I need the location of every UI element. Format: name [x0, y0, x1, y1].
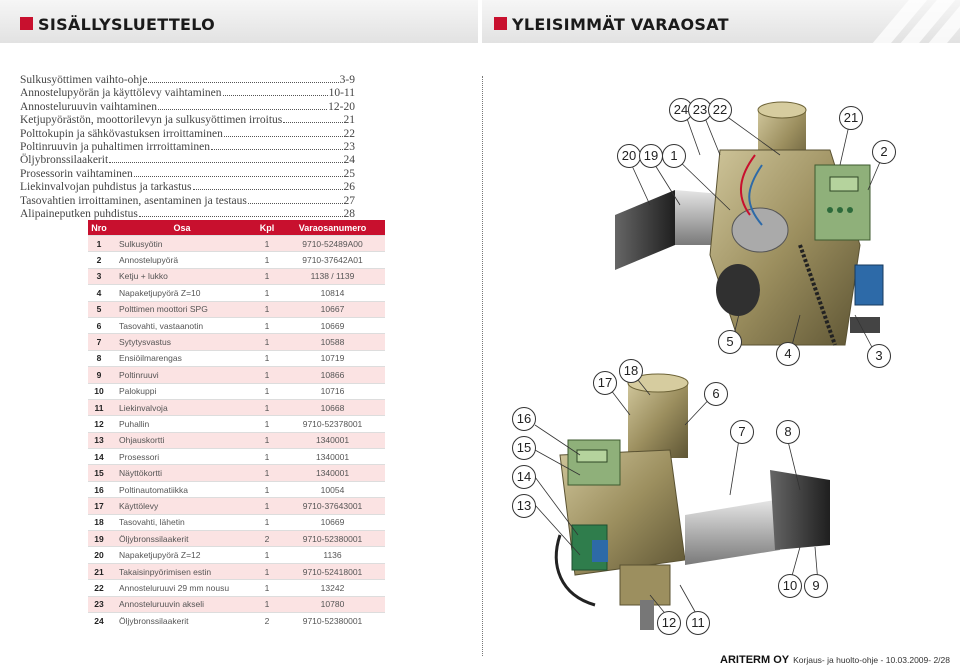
cell-osa: Annosteluruuvin akseli [110, 596, 254, 612]
table-row [88, 350, 385, 366]
cell-kpl: 1 [254, 268, 280, 284]
cell-varaosanumero: 9710-52378001 [280, 416, 385, 432]
table-row [88, 285, 385, 301]
toc-item[interactable]: Liekinvalvojan puhdistus ja tarkastus 26 [20, 181, 355, 194]
parts-table-body [88, 236, 385, 629]
table-row [88, 449, 385, 465]
cell-kpl: 1 [254, 580, 280, 596]
cell-nro: 17 [88, 498, 110, 514]
callout-number: 18 [619, 359, 643, 383]
cell-osa: Annosteluruuvi 29 mm nousu [110, 580, 254, 596]
cell-kpl: 1 [254, 317, 280, 333]
cell-osa: Öljybronssilaakerit [110, 612, 254, 628]
red-square-icon [20, 17, 33, 30]
table-row [88, 547, 385, 563]
cell-osa: Ketju + lukko [110, 268, 254, 284]
cell-osa: Takaisinpyörimisen estin [110, 563, 254, 579]
cell-nro: 6 [88, 317, 110, 333]
cell-varaosanumero: 1340001 [280, 449, 385, 465]
callout-number: 11 [686, 611, 710, 635]
cell-varaosanumero: 10716 [280, 383, 385, 399]
cell-kpl: 1 [254, 498, 280, 514]
table-row [88, 367, 385, 383]
cell-varaosanumero: 9710-52489A00 [280, 236, 385, 252]
cell-nro: 11 [88, 399, 110, 415]
callout-number: 14 [512, 465, 536, 489]
callout-number: 16 [512, 407, 536, 431]
cell-kpl: 1 [254, 449, 280, 465]
cell-kpl: 1 [254, 596, 280, 612]
toc-item[interactable]: Öljybronssilaakerit 24 [20, 154, 355, 167]
toc-item[interactable]: Polttokupin ja sähkövastuksen irroittaminen 22 [20, 127, 355, 140]
footer-text: Korjaus- ja huolto-ohje - 10.03.2009- 2/28 [793, 655, 950, 665]
cell-nro: 9 [88, 367, 110, 383]
callout-number: 10 [778, 574, 802, 598]
table-row [88, 498, 385, 514]
toc-item[interactable]: Poltinruuvin ja puhaltimen irrroittaminen 23 [20, 140, 355, 153]
table-row [88, 416, 385, 432]
table-row [88, 481, 385, 497]
column-header-nro: Nro [88, 220, 110, 236]
column-divider [482, 76, 483, 656]
cell-nro: 12 [88, 416, 110, 432]
red-square-icon [494, 17, 507, 30]
toc-item[interactable]: Ketjupyörästön, moottorilevyn ja sulkusyöttimen irroitus 21 [20, 114, 355, 127]
cell-varaosanumero: 10054 [280, 481, 385, 497]
cell-kpl: 1 [254, 252, 280, 268]
cell-varaosanumero: 10668 [280, 399, 385, 415]
table-header-row [88, 220, 385, 236]
cell-osa: Palokuppi [110, 383, 254, 399]
cell-osa: Poltinruuvi [110, 367, 254, 383]
cell-nro: 3 [88, 268, 110, 284]
callout-number: 23 [688, 98, 712, 122]
callout-number: 17 [593, 371, 617, 395]
cell-osa: Ensiöilmarengas [110, 350, 254, 366]
cell-nro: 1 [88, 236, 110, 252]
cell-osa: Tasovahti, vastaanotin [110, 317, 254, 333]
cell-nro: 15 [88, 465, 110, 481]
cell-nro: 19 [88, 531, 110, 547]
cell-osa: Tasovahti, lähetin [110, 514, 254, 530]
table-row [88, 334, 385, 350]
cell-kpl: 2 [254, 531, 280, 547]
callout-number: 13 [512, 494, 536, 518]
table-row [88, 531, 385, 547]
header-left [0, 0, 478, 43]
cell-osa: Prosessori [110, 449, 254, 465]
cell-nro: 2 [88, 252, 110, 268]
callout-number: 12 [657, 611, 681, 635]
cell-varaosanumero: 10588 [280, 334, 385, 350]
table-row [88, 465, 385, 481]
cell-osa: Käyttölevy [110, 498, 254, 514]
table-row [88, 563, 385, 579]
cell-kpl: 1 [254, 285, 280, 301]
table-row [88, 383, 385, 399]
table-of-contents [20, 74, 355, 221]
cell-varaosanumero: 9710-52418001 [280, 563, 385, 579]
table-row [88, 580, 385, 596]
cell-nro: 4 [88, 285, 110, 301]
callout-number: 20 [617, 144, 641, 168]
cell-osa: Poltinautomatiikka [110, 481, 254, 497]
cell-varaosanumero: 9710-52380001 [280, 612, 385, 628]
toc-item[interactable]: Sulkusyöttimen vaihto-ohje 3-9 [20, 74, 355, 86]
cell-osa: Liekinvalvoja [110, 399, 254, 415]
cell-kpl: 1 [254, 350, 280, 366]
cell-varaosanumero: 1340001 [280, 432, 385, 448]
cell-varaosanumero: 1138 / 1139 [280, 268, 385, 284]
cell-nro: 18 [88, 514, 110, 530]
cell-osa: Puhallin [110, 416, 254, 432]
callout-number: 4 [776, 342, 800, 366]
cell-kpl: 1 [254, 563, 280, 579]
callout-number: 24 [669, 98, 693, 122]
cell-osa: Napaketjupyörä Z=12 [110, 547, 254, 563]
cell-nro: 13 [88, 432, 110, 448]
page-footer [720, 654, 950, 666]
callout-number: 15 [512, 436, 536, 460]
cell-varaosanumero: 9710-37642A01 [280, 252, 385, 268]
cell-kpl: 2 [254, 612, 280, 628]
cell-nro: 5 [88, 301, 110, 317]
table-row [88, 301, 385, 317]
callout-number: 7 [730, 420, 754, 444]
table-row [88, 252, 385, 268]
cell-kpl: 1 [254, 547, 280, 563]
header-right [482, 0, 960, 43]
cell-kpl: 1 [254, 301, 280, 317]
cell-kpl: 1 [254, 514, 280, 530]
toc-item[interactable]: Annosteluruuvin vaihtaminen 12-20 [20, 100, 355, 113]
cell-varaosanumero: 10669 [280, 514, 385, 530]
toc-item[interactable]: Annostelupyörän ja käyttölevy vaihtaminen 10-11 [20, 87, 355, 100]
callout-number: 8 [776, 420, 800, 444]
cell-nro: 10 [88, 383, 110, 399]
callout-number: 1 [662, 144, 686, 168]
cell-kpl: 1 [254, 236, 280, 252]
table-row [88, 399, 385, 415]
table-row [88, 432, 385, 448]
cell-osa: Sulkusyötin [110, 236, 254, 252]
burner-assembly-image [500, 95, 900, 635]
toc-item[interactable]: Prosessorin vaihtaminen 25 [20, 167, 355, 180]
cell-nro: 21 [88, 563, 110, 579]
column-header-varaosanumero: Varaosanumero [280, 220, 385, 236]
cell-varaosanumero: 1136 [280, 547, 385, 563]
cell-osa: Ohjauskortti [110, 432, 254, 448]
cell-varaosanumero: 13242 [280, 580, 385, 596]
cell-nro: 23 [88, 596, 110, 612]
cell-nro: 20 [88, 547, 110, 563]
cell-nro: 14 [88, 449, 110, 465]
callout-number: 9 [804, 574, 828, 598]
cell-kpl: 1 [254, 399, 280, 415]
cell-nro: 16 [88, 481, 110, 497]
cell-kpl: 1 [254, 334, 280, 350]
table-row [88, 514, 385, 530]
cell-varaosanumero: 10669 [280, 317, 385, 333]
cell-nro: 22 [88, 580, 110, 596]
toc-item[interactable]: Tasovahtien irroittaminen, asentaminen ja testaus 27 [20, 194, 355, 207]
cell-nro: 7 [88, 334, 110, 350]
cell-kpl: 1 [254, 465, 280, 481]
cell-osa: Polttimen moottori SPG [110, 301, 254, 317]
cell-nro: 24 [88, 612, 110, 628]
table-row [88, 317, 385, 333]
callout-number: 21 [839, 106, 863, 130]
decorative-stripes [870, 0, 960, 43]
cell-varaosanumero: 10814 [280, 285, 385, 301]
cell-varaosanumero: 1340001 [280, 465, 385, 481]
cell-osa: Öljybronssilaakerit [110, 531, 254, 547]
column-header-kpl: Kpl [254, 220, 280, 236]
table-row [88, 596, 385, 612]
cell-osa: Annostelupyörä [110, 252, 254, 268]
table-row [88, 236, 385, 252]
cell-varaosanumero: 9710-37643001 [280, 498, 385, 514]
header-left-title: SISÄLLYSLUETTELO [38, 15, 216, 34]
cell-kpl: 1 [254, 383, 280, 399]
header-right-title: YLEISIMMÄT VARAOSAT [512, 15, 729, 34]
callout-number: 19 [639, 144, 663, 168]
cell-varaosanumero: 10719 [280, 350, 385, 366]
callout-number: 5 [718, 330, 742, 354]
callout-number: 22 [708, 98, 732, 122]
cell-nro: 8 [88, 350, 110, 366]
cell-kpl: 1 [254, 367, 280, 383]
callout-number: 6 [704, 382, 728, 406]
table-row [88, 612, 385, 628]
cell-kpl: 1 [254, 432, 280, 448]
callout-number: 2 [872, 140, 896, 164]
column-header-osa: Osa [110, 220, 254, 236]
cell-varaosanumero: 9710-52380001 [280, 531, 385, 547]
cell-kpl: 1 [254, 416, 280, 432]
cell-osa: Napaketjupyörä Z=10 [110, 285, 254, 301]
footer-brand: ARITERM OY [720, 654, 790, 666]
cell-varaosanumero: 10667 [280, 301, 385, 317]
cell-varaosanumero: 10866 [280, 367, 385, 383]
cell-kpl: 1 [254, 481, 280, 497]
toc-item[interactable]: Alipaineputken puhdistus 28 [20, 207, 355, 220]
cell-varaosanumero: 10780 [280, 596, 385, 612]
cell-osa: Sytytysvastus [110, 334, 254, 350]
upper-burner-unit [615, 102, 883, 345]
parts-table [88, 220, 385, 628]
table-row [88, 268, 385, 284]
cell-osa: Näyttökortti [110, 465, 254, 481]
callout-number: 3 [867, 344, 891, 368]
